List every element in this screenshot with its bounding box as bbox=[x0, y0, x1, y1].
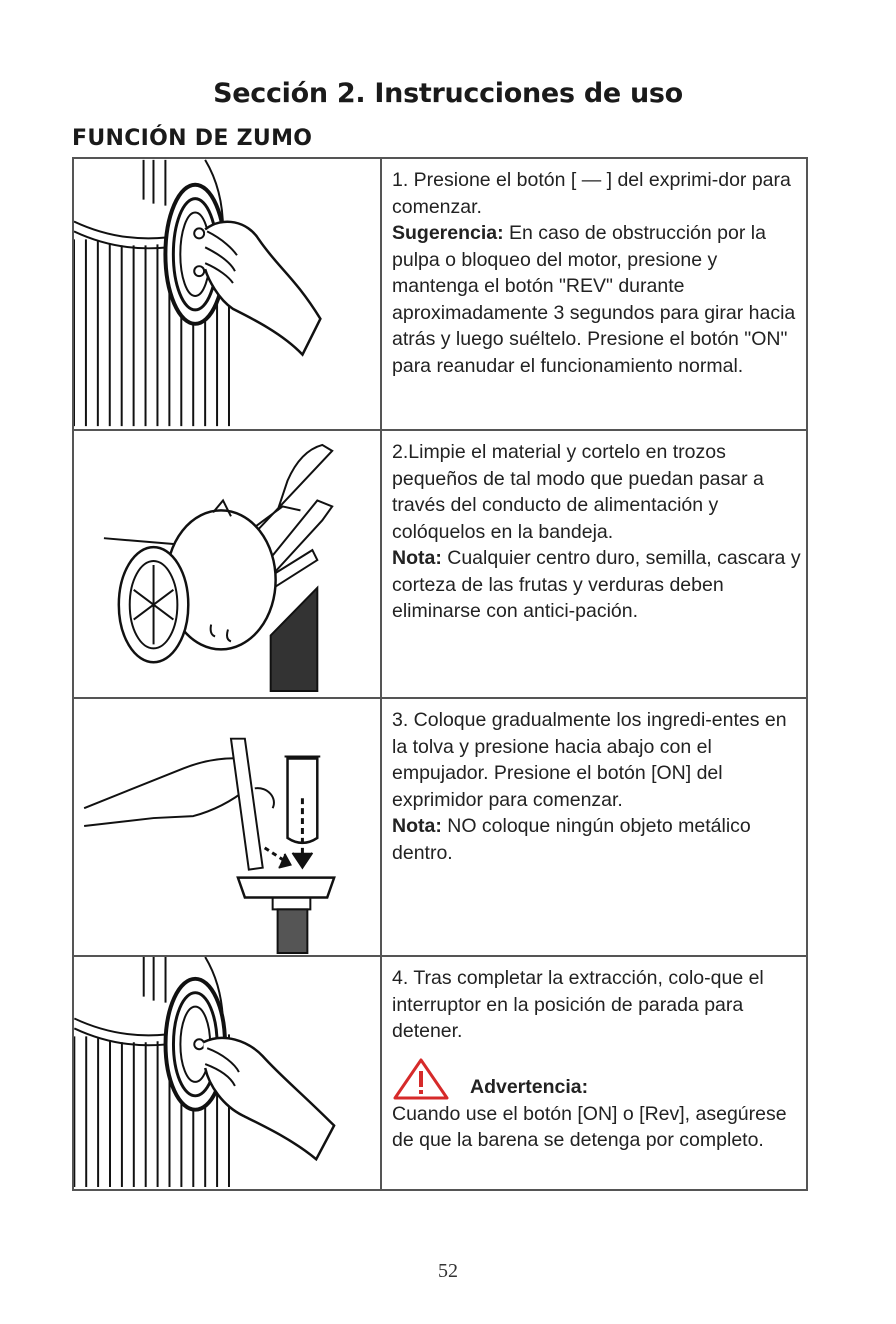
juicer-switch-illustration bbox=[74, 957, 382, 1189]
juicer-knob-illustration bbox=[74, 159, 382, 429]
step-1-instruction: 1. Presione el botón [ — ] del exprimi-dor para comenzar. bbox=[392, 169, 791, 218]
cutting-fruit-illustration bbox=[74, 431, 382, 697]
step-1-text bbox=[392, 167, 802, 379]
juicer-switch-drawing bbox=[74, 957, 380, 1189]
hopper-pusher-drawing bbox=[74, 699, 380, 955]
warning-triangle-icon bbox=[392, 1057, 450, 1101]
section-title: Sección 2. Instrucciones de uso bbox=[213, 78, 683, 109]
step-4-text bbox=[392, 965, 802, 1154]
juicer-knob-drawing bbox=[74, 159, 380, 429]
step-2-text bbox=[392, 439, 802, 625]
step-row-4 bbox=[74, 955, 806, 1189]
step-3-body: NO coloque ningún objeto metálico dentro. bbox=[392, 815, 751, 864]
step-3-label: Nota: bbox=[392, 815, 442, 837]
step-4-instruction: 4. Tras completar la extracción, colo-que el interruptor en la posición de parada para detener. bbox=[392, 967, 764, 1042]
steps-table bbox=[72, 157, 808, 1191]
step-3-instruction: 3. Coloque gradualmente los ingredi-entes en la tolva y presione hacia abajo con el empujador. Presione el botón [ON] del exprimidor para comenzar. bbox=[392, 709, 787, 811]
step-1-label: Sugerencia: bbox=[392, 222, 504, 244]
cutting-fruit-drawing bbox=[74, 431, 380, 697]
step-row-3 bbox=[74, 697, 806, 955]
step-4-body: Cuando use el botón [ON] o [Rev], asegúrese de que la barena se detenga por completo. bbox=[392, 1102, 787, 1151]
step-2-body: Cualquier centro duro, semilla, cascara y corteza de las frutas y verduras deben eliminarse con antici-pación. bbox=[392, 547, 801, 622]
step-3-text bbox=[392, 707, 802, 866]
step-2-label: Nota: bbox=[392, 547, 442, 569]
hopper-pusher-illustration bbox=[74, 699, 382, 955]
step-2-instruction: 2.Limpie el material y cortelo en trozos pequeños de tal modo que puedan pasar a través del conducto de alimentación y colóquelos en la bandeja. bbox=[392, 441, 764, 543]
function-title: FUNCIÓN DE ZUMO bbox=[72, 126, 313, 151]
step-row-1 bbox=[74, 159, 806, 429]
page-number: 52 bbox=[438, 1260, 458, 1282]
step-row-2 bbox=[74, 429, 806, 697]
step-1-body: En caso de obstrucción por la pulpa o bloqueo del motor, presione y mantenga el botón "REV" durante aproximadamente 3 segundos para girar hacia atrás y luego suéltelo. Presione el botón "ON" para reanudar el funcionamiento normal. bbox=[392, 222, 796, 377]
warning-line bbox=[392, 1057, 802, 1101]
step-4-label: Advertencia: bbox=[470, 1076, 589, 1098]
